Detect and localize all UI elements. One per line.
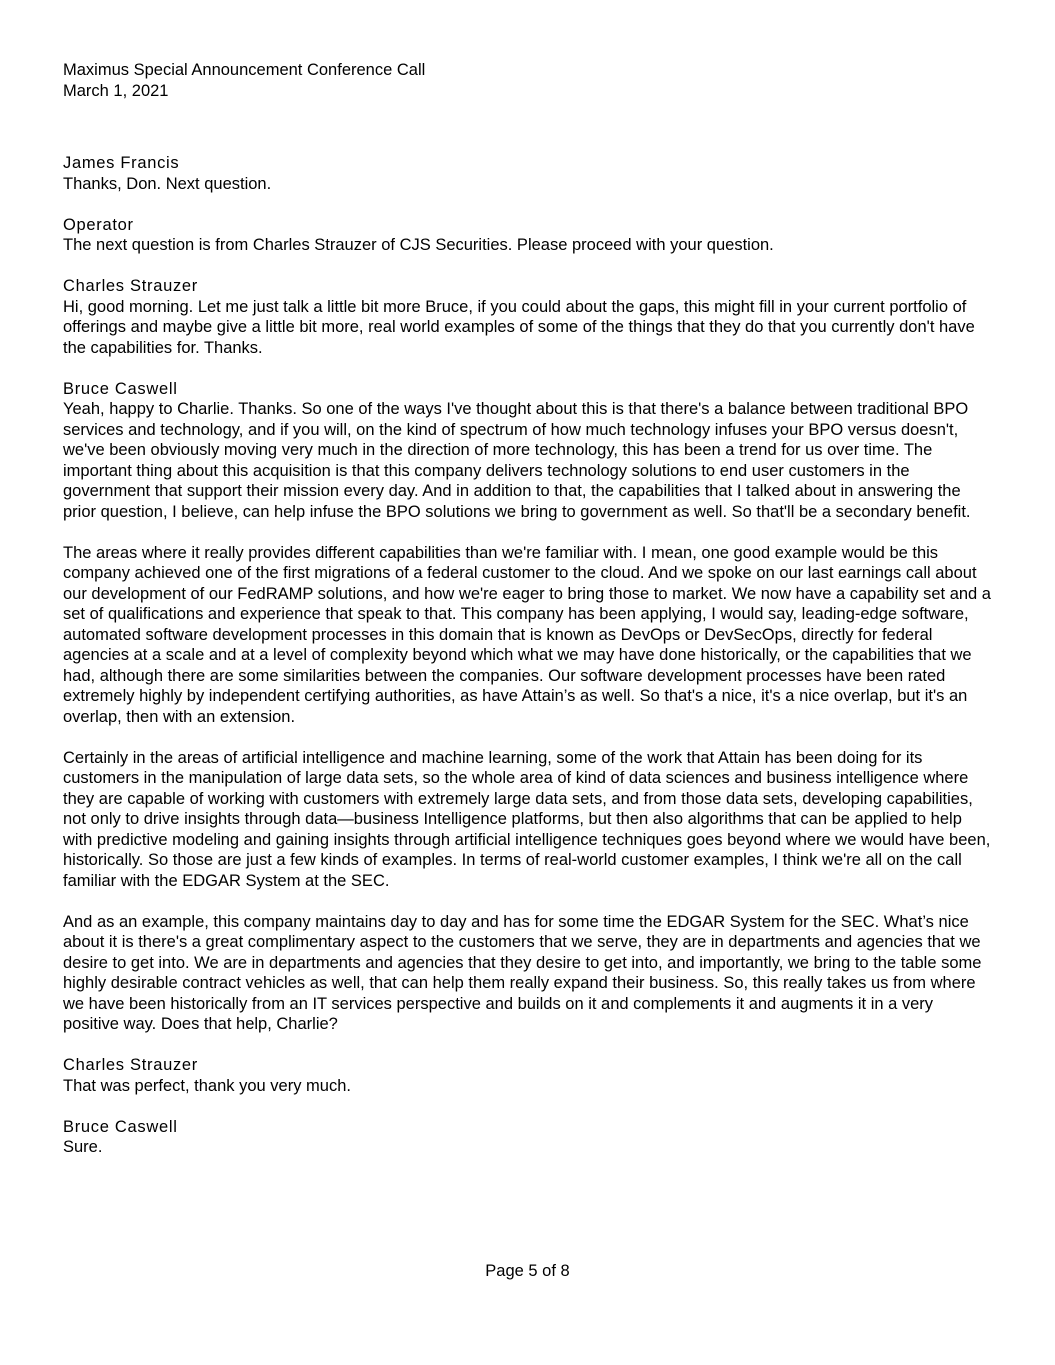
speech-paragraph: The next question is from Charles Strauzer of CJS Securities. Please proceed with your question. xyxy=(63,236,774,254)
speaker-turn-james-francis xyxy=(63,153,993,194)
speech-paragraph: Yeah, happy to Charlie. Thanks. So one of the ways I've thought about this is that there's a balance between traditional BPO services and technology, and if you will, on the kind of spectrum of how much technology infuses your BPO versus doesn't, we've been obviously moving very much in the direction of more technology, this has been a trend for us over time. The important thing about this acquisition is that this company delivers technology solutions to end user customers in the government that support their mission every day. And in addition to that, the capabilities that I talked about in answering the prior question, I believe, can help infuse the BPO solutions we bring to government as well. So that'll be a secondary benefit. xyxy=(63,400,971,521)
speech-paragraph: Hi, good morning. Let me just talk a little bit more Bruce, if you could about the gaps, this might fill in your current portfolio of offerings and maybe give a little bit more, real world examples of some of the things that they do that you currently don't have the capabilities for. Thanks. xyxy=(63,297,975,357)
speaker-turn-charles-strauzer-2 xyxy=(63,1055,993,1096)
transcript-body xyxy=(63,153,993,1158)
speech-paragraph: That was perfect, thank you very much. xyxy=(63,1076,351,1095)
speaker-name: Bruce Caswell xyxy=(63,1117,178,1136)
page-number-label: Page 5 of 8 xyxy=(485,1262,570,1280)
speech-paragraph: And as an example, this company maintains day to day and has for some time the EDGAR System for the SEC. What’s nice about it is there's a great complimentary aspect to the customers that we serve, they are in departments and agencies that we desire to get into. We are in departments and agencies that they desire to get into, and importantly, we bring to the table some highly desirable contract vehicles as well, that can help them really expand their business. So, this really takes us from where we have been historically from an IT services perspective and builds on it and complements it and augments it in a very positive way. Does that help, Charlie? xyxy=(63,912,982,1033)
page-footer xyxy=(0,1261,1055,1282)
speaker-turn-bruce-caswell xyxy=(63,379,993,1035)
speech-paragraph: The areas where it really provides different capabilities than we're familiar with. I mean, one good example would be this company achieved one of the first migrations of a federal customer to the cloud. And we spoke on our last earnings call about our development of our FedRAMP solutions, and how we're eager to bring those to market. We now have a capability set and a set of qualifications and experience that speak to that. This company has been applying, I would say, leading-edge software, automated software development processes in this domain that is known as DevOps or DevSecOps, directly for federal agencies at a scale and at a level of complexity beyond which what we may have done historically, or the capabilities that we had, although there are some similarities between the companies. Our software development processes have been rated extremely highly by independent certifying authorities, as have Attain’s as well. So that's a nice, it's a nice overlap, but it's an overlap, then with an extension. xyxy=(63,543,991,726)
speaker-turn-charles-strauzer xyxy=(63,276,993,358)
speaker-name: Bruce Caswell xyxy=(63,379,178,398)
speaker-turn-bruce-caswell-2 xyxy=(63,1117,993,1158)
speaker-name: Operator xyxy=(63,215,134,234)
speaker-name: Charles Strauzer xyxy=(63,1056,198,1074)
speaker-name: James Francis xyxy=(63,154,180,172)
speaker-name: Charles Strauzer xyxy=(63,277,198,295)
speech-paragraph: Thanks, Don. Next question. xyxy=(63,174,272,193)
document-date: March 1, 2021 xyxy=(63,81,169,100)
speaker-turn-operator xyxy=(63,215,993,256)
document-title: Maximus Special Announcement Conference Call xyxy=(63,61,426,79)
speech-paragraph: Certainly in the areas of artificial intelligence and machine learning, some of the work that Attain has been doing for its customers in the manipulation of large data sets, so the whole area of kind of data sciences and business intelligence where they are capable of working with customers with extremely large data sets, and from those data sets, developing capabilities, not only to drive insights through data—business Intelligence platforms, but then also algorithms that can be applied to help with predictive modeling and gaining insights through artificial intelligence techniques goes beyond where we would have been, historically. So those are just a few kinds of examples. In terms of real-world customer examples, I think we're all on the call familiar with the EDGAR System at the SEC. xyxy=(63,748,991,890)
speech-paragraph: Sure. xyxy=(63,1138,103,1156)
document-header xyxy=(63,60,993,101)
